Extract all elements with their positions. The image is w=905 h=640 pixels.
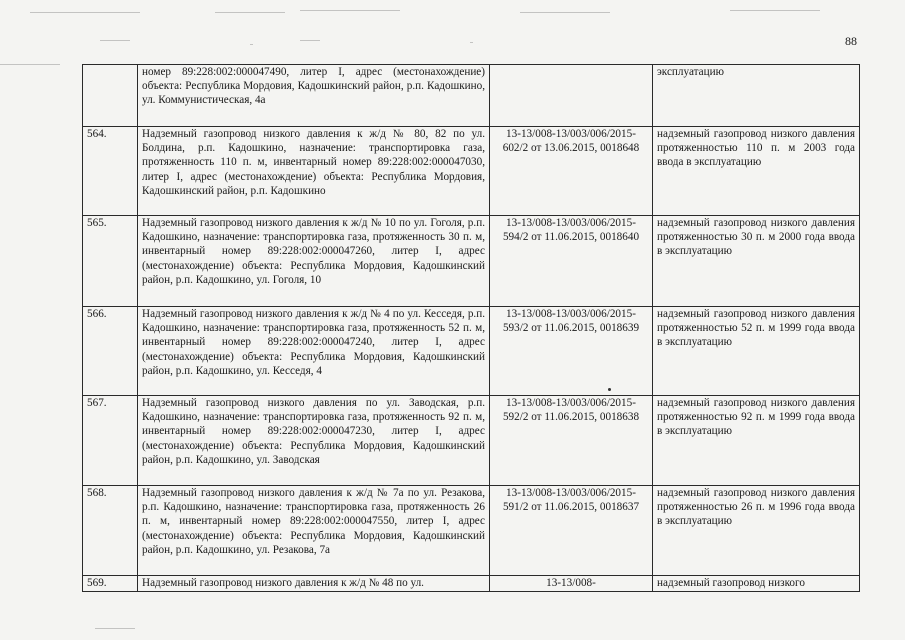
scan-artifact: [520, 12, 610, 13]
row-number: 566.: [83, 307, 138, 396]
object-characteristics: надземный газопровод низкого давления протяженностью 26 п. м 1996 года ввода в эксплуатацию: [653, 486, 860, 576]
row-number: 565.: [83, 216, 138, 307]
scan-artifact: [30, 12, 140, 13]
table-row: [83, 65, 860, 127]
table-row: [83, 486, 860, 576]
object-description: Надземный газопровод низкого давления к ж/д № 80, 82 по ул. Болдина, р.п. Кадошкино, назначение: транспортировка газа, протяженность 110 п. м, инвентарный номер 89:228:002:000047030, литер I, адрес (местонахождение) объекта: Республика Мордовия, Кадошкинский район, р.п. Кадошкино: [138, 127, 490, 216]
registration-record: 13-13/008-13/003/006/2015-592/2 от 11.06.2015, 0018638: [490, 396, 653, 486]
page-number: 88: [845, 34, 857, 48]
row-number: 568.: [83, 486, 138, 576]
object-characteristics: эксплуатацию: [653, 65, 860, 127]
object-description: Надземный газопровод низкого давления к ж/д № 4 по ул. Кесседя, р.п. Кадошкино, назначение: транспортировка газа, протяженность 52 п. м, инвентарный номер 89:228:002:000047240, литер I, адрес (местонахождение) объекта: Республика Мордовия, Кадошкинский район, р.п. Кадошкино, ул. Кесседя, 4: [138, 307, 490, 396]
registry-table: [82, 64, 860, 592]
scan-artifact: [100, 40, 130, 41]
registration-record: 13-13/008-13/003/006/2015-593/2 от 11.06.2015, 0018639: [490, 307, 653, 396]
row-number: [83, 65, 138, 127]
object-characteristics: надземный газопровод низкого давления протяженностью 92 п. м 1999 года ввода в эксплуатацию: [653, 396, 860, 486]
object-description: номер 89:228:002:000047490, литер I, адрес (местонахождение) объекта: Республика Мордовия, Кадошкинский район, р.п. Кадошкино, ул. Коммунистическая, 4а: [138, 65, 490, 127]
table-row: [83, 127, 860, 216]
object-description: Надземный газопровод низкого давления к ж/д № 7а по ул. Резакова, р.п. Кадошкино, назначение: транспортировка газа, протяженность 26 п. м, инвентарный номер 89:228:002:000047550, литер I, адрес (местонахождение) объекта: Республика Мордовия, Кадошкинский район, р.п. Кадошкино, ул. Резакова, 7а: [138, 486, 490, 576]
object-characteristics: надземный газопровод низкого давления протяженностью 52 п. м 1999 года ввода в эксплуатацию: [653, 307, 860, 396]
scan-artifact: [0, 64, 60, 65]
scan-artifact: [730, 10, 820, 11]
table-row: [83, 396, 860, 486]
object-characteristics: надземный газопровод низкого давления протяженностью 30 п. м 2000 года ввода в эксплуатацию: [653, 216, 860, 307]
object-description: Надземный газопровод низкого давления к ж/д № 48 по ул.: [138, 576, 490, 592]
scan-artifact: [95, 628, 135, 629]
scan-artifact: [470, 42, 473, 43]
scan-artifact: [300, 10, 400, 11]
scan-dot: [608, 388, 611, 391]
scan-artifact: [300, 40, 320, 41]
registration-record: 13-13/008-13/003/006/2015-591/2 от 11.06.2015, 0018637: [490, 486, 653, 576]
table-row: [83, 576, 860, 592]
row-number: 569.: [83, 576, 138, 592]
object-description: Надземный газопровод низкого давления к ж/д № 10 по ул. Гоголя, р.п. Кадошкино, назначение: транспортировка газа, протяженность 30 п. м, инвентарный номер 89:228:002:000047260, литер I, адрес (местонахождение) объекта: Республика Мордовия, Кадошкинский район, р.п. Кадошкино, ул. Гоголя, 10: [138, 216, 490, 307]
registration-record: 13-13/008-13/003/006/2015-594/2 от 11.06.2015, 0018640: [490, 216, 653, 307]
row-number: 564.: [83, 127, 138, 216]
registration-record: 13-13/008-13/003/006/2015-602/2 от 13.06.2015, 0018648: [490, 127, 653, 216]
registration-record: [490, 65, 653, 127]
table-row: [83, 216, 860, 307]
object-description: Надземный газопровод низкого давления по ул. Заводская, р.п. Кадошкино, назначение: транспортировка газа, протяженность 92 п. м, инвентарный номер 89:228:002:000047230, литер I, адрес (местонахождение) объекта: Республика Мордовия, Кадошкинский район, р.п. Кадошкино, ул. Заводская: [138, 396, 490, 486]
table-row: [83, 307, 860, 396]
object-characteristics: надземный газопровод низкого давления протяженностью 110 п. м 2003 года ввода в эксплуатацию: [653, 127, 860, 216]
registration-record: 13-13/008-: [490, 576, 653, 592]
scan-artifact: [215, 12, 285, 13]
object-characteristics: надземный газопровод низкого: [653, 576, 860, 592]
row-number: 567.: [83, 396, 138, 486]
scan-artifact: [250, 44, 253, 45]
